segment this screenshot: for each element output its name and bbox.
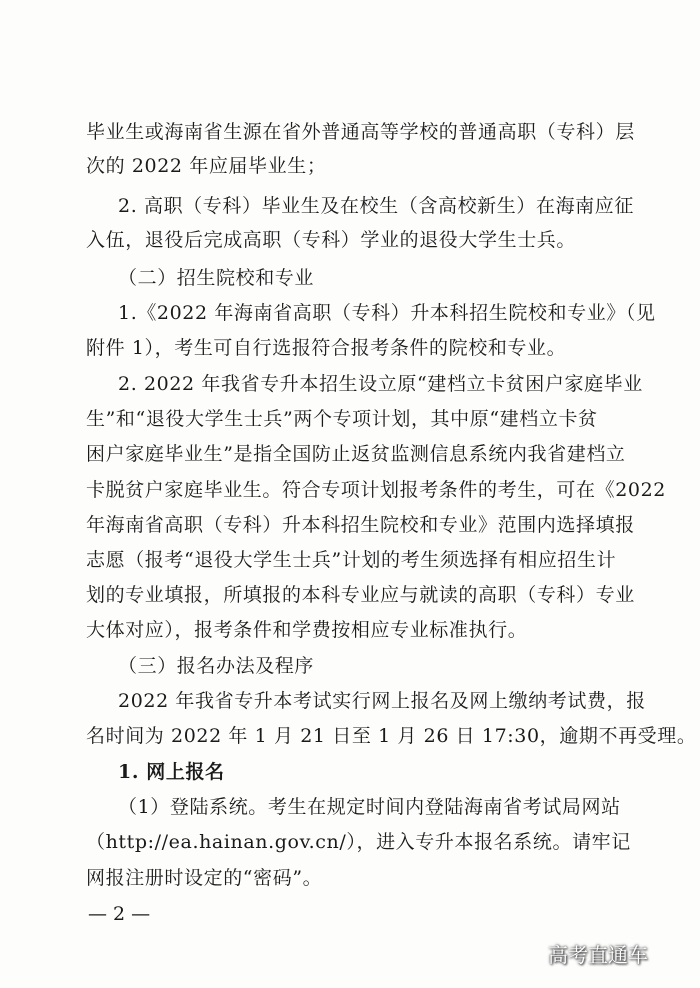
paragraph-line: 划的专业填报，所填报的本科专业应与就读的高职（专科）专业 xyxy=(86,584,635,606)
paragraph-line: 年海南省高职（专科）升本科招生院校和专业》范围内选择填报 xyxy=(86,514,635,536)
paragraph-line: （http://ea.hainan.gov.cn/），进入专升本报名系统。请牢记 xyxy=(86,831,631,853)
page-number: — 2 — xyxy=(88,903,151,925)
paragraph-line: 毕业生或海南省生源在省外普通高等学校的普通高职（专科）层 xyxy=(86,121,635,143)
paragraph-line: 大体对应），报考条件和学费按相应专业标准执行。 xyxy=(86,619,528,641)
paragraph-line: 名时间为 2022 年 1 月 21 日至 1 月 26 日 17:30，逾期不再受理。 xyxy=(86,725,697,747)
section-heading: （二）招生院校和专业 xyxy=(118,267,315,289)
paragraph-line: 困户家庭毕业生”是指全国防止返贫监测信息系统内我省建档立 xyxy=(86,443,626,465)
paragraph-line: 次的 2022 年应届毕业生； xyxy=(86,155,327,177)
subsection-heading: 1. 网上报名 xyxy=(118,761,225,783)
paragraph-line: 志愿（报考“退役大学生士兵”计划的考生须选择有相应招生计 xyxy=(86,549,617,571)
paragraph-line: 1.《2022 年海南省高职（专科）升本科招生院校和专业》（见 xyxy=(118,302,656,324)
paragraph-line: 2. 2022 年我省专升本招生设立原“建档立卡贫困户家庭毕业 xyxy=(118,373,643,395)
paragraph-line: 2. 高职（专科）毕业生及在校生（含高校新生）在海南应征 xyxy=(118,195,634,217)
paragraph-line: 入伍，退役后完成高职（专科）学业的退役大学生士兵。 xyxy=(86,229,577,251)
paragraph-line: 生”和“退役大学生士兵”两个专项计划，其中原“建档立卡贫 xyxy=(86,408,598,430)
section-heading: （三）报名办法及程序 xyxy=(118,655,315,677)
watermark-text: 高考直通车 xyxy=(548,943,648,967)
paragraph-line: （1）登陆系统。考生在规定时间内登陆海南省考试局网站 xyxy=(118,796,621,818)
paragraph-line: 卡脱贫户家庭毕业生。符合专项计划报考条件的考生，可在《2022 xyxy=(86,479,666,501)
paragraph-line: 2022 年我省专升本考试实行网上报名及网上缴纳考试费，报 xyxy=(118,690,646,712)
paragraph-line: 网报注册时设定的“密码”。 xyxy=(86,867,323,889)
paragraph-line: 附件 1），考生可自行选报符合报考条件的院校和专业。 xyxy=(86,337,567,359)
